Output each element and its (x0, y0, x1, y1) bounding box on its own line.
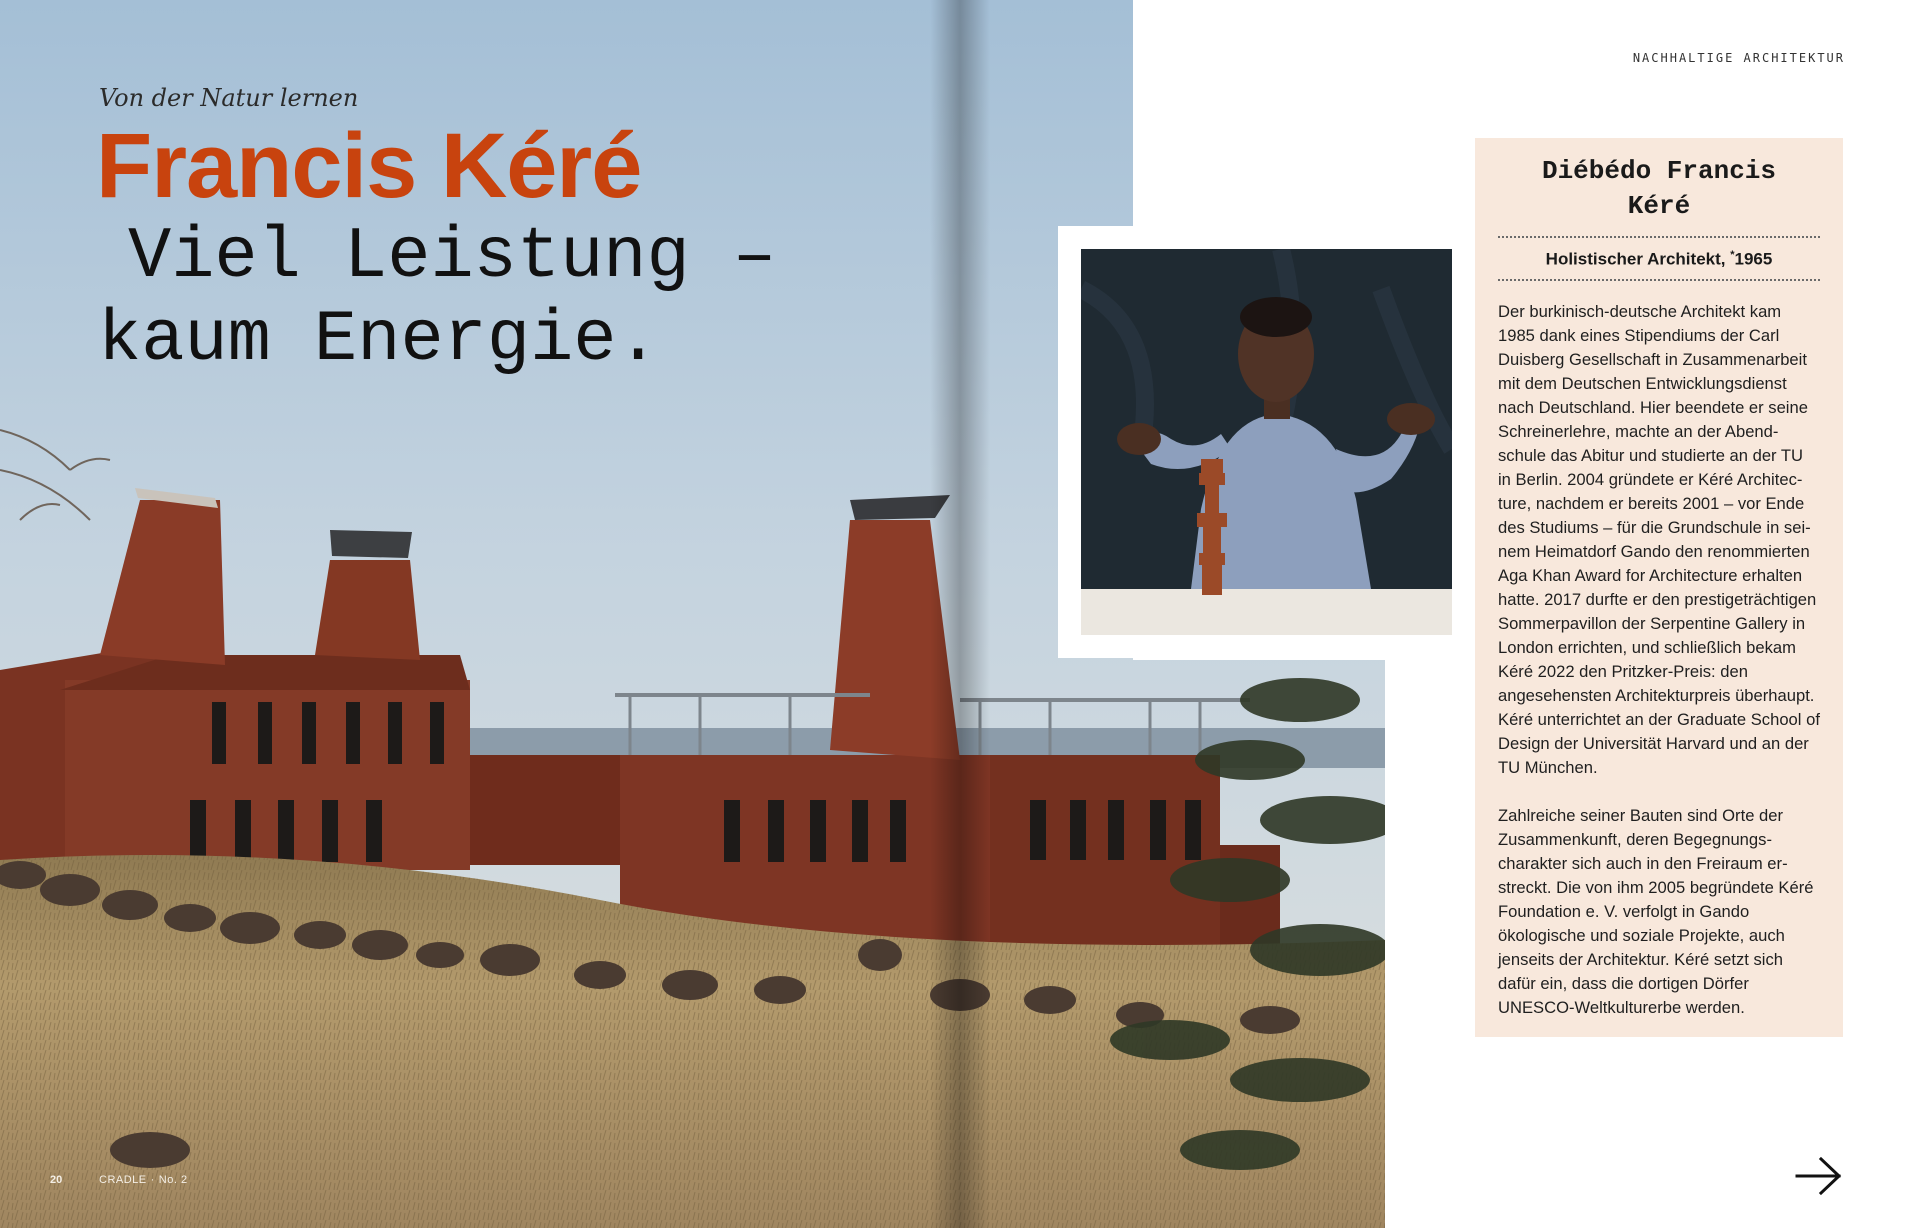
infobox-name (1498, 154, 1820, 238)
article-subhead (98, 216, 778, 382)
article-headline: Francis Kéré (96, 115, 642, 217)
bio-paragraph: Zahlreiche seiner Bauten sind Orte der Zusammenkunft, deren Begegnungscharakter sich auch in den Freiraum erstreckt. Die von ihm 2005 begründete Kéré Foundation e. V. verfolgt in Gando ökologische und soziale Projekte, auch jenseits der Architektur. Kéré setzt sich dafür ein, dass die dortigen Dörfer UNESCO-Weltkulturerbe werden. (1498, 805, 1814, 1017)
running-head: NACHHALTIGE ARCHITEKTUR (1632, 51, 1845, 65)
footer-separator: · (150, 1174, 155, 1186)
infobox-name-line: Diébédo Francis (1541, 156, 1777, 186)
magazine-name: CRADLE (99, 1174, 147, 1186)
portrait-illustration (1081, 249, 1452, 635)
portrait-photo (1081, 249, 1452, 635)
arrow-right-icon (1794, 1156, 1844, 1196)
page-number: 20 (50, 1174, 63, 1186)
infobox-role (1498, 238, 1820, 281)
infobox-name-line: Kéré (1627, 191, 1691, 221)
bio-paragraph: Der burkinisch-deutsche Architekt kam 1985 dank eines Stipendiums der Carl Duisberg Gesellschaft in Zusammenarbeit mit dem Deutschen Entwicklungsdienst nach Deutschland. Hier beendete er seine Schreinerlehre, machte an der Abendschule das Abitur und studierte an der TU in Berlin. 2004 gründete er Kéré Architecture, nachdem er bereits 2001 – vor Ende des Studiums – für die Grundschule in seinem Heimatdorf Gando den renommierten Aga Khan Award for Architecture erhalten hatte. 2017 durfte er den prestigeträchtigen Sommerpavillon der Serpentine Gallery in London errichten, und schließlich bekam Kéré 2022 den Pritzker-Preis: den angesehensten Architekturpreis überhaupt. Kéré unterrichtet an der Graduate School of Design der Universität Harvard und an der TU München. (1498, 301, 1820, 777)
birth-symbol: * (1730, 249, 1735, 261)
subhead-line: kaum Energie. (98, 299, 660, 381)
birth-year: 1965 (1734, 249, 1773, 269)
role-label: Holistischer Architekt, (1545, 249, 1726, 269)
magazine-footer (99, 1174, 188, 1186)
biography-infobox (1475, 138, 1843, 1037)
subhead-line: Viel Leistung – (128, 216, 777, 298)
issue-number: No. 2 (158, 1174, 188, 1186)
article-kicker: Von der Natur lernen (99, 84, 359, 112)
next-page-arrow-icon[interactable] (1794, 1156, 1844, 1196)
